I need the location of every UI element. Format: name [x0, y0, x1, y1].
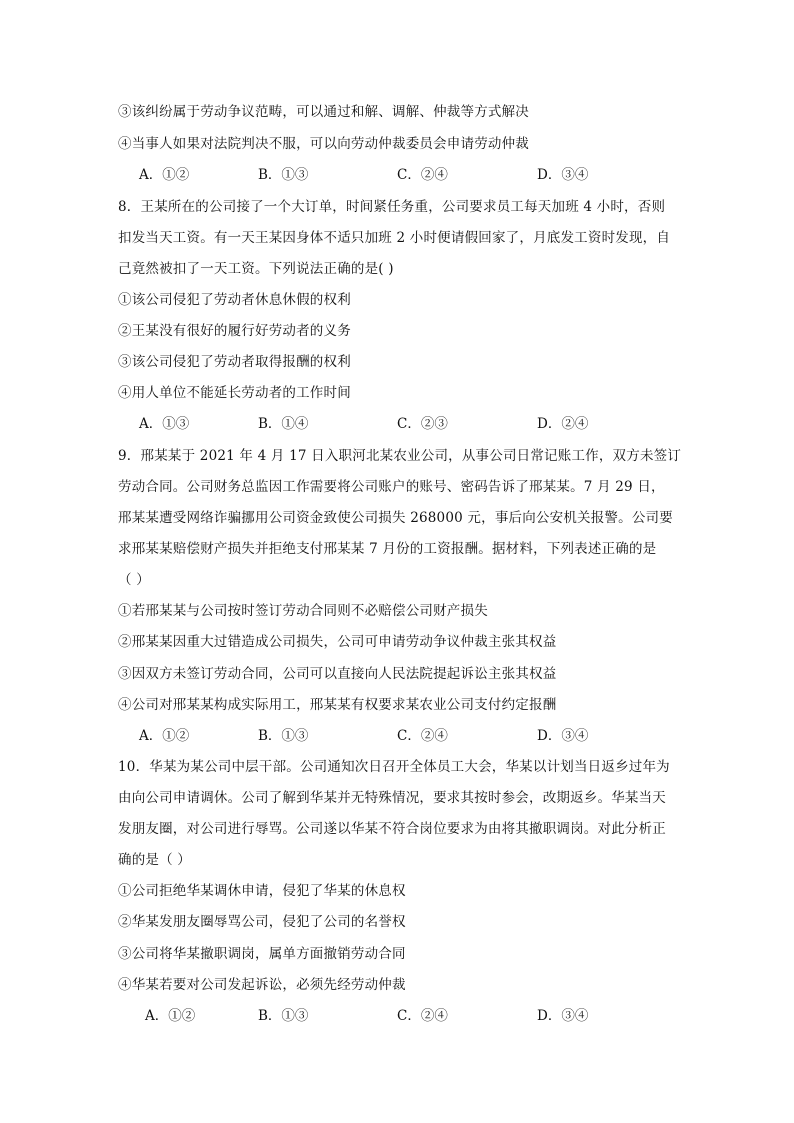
- q8-option-c[interactable]: C．②③: [397, 416, 448, 432]
- q7-option-a[interactable]: A．①②: [139, 167, 190, 183]
- q7-option-c[interactable]: C．②④: [397, 167, 448, 183]
- q9-option-a[interactable]: A．①②: [139, 728, 190, 744]
- q10-option-a[interactable]: A．①②: [145, 1008, 196, 1024]
- q9-statement-1: ①若邢某某与公司按时签订劳动合同则不必赔偿公司财产损失: [118, 603, 488, 619]
- q10-stem-line-1: 10．华某为某公司中层干部。公司通知次日召开全体员工大会，华某以计划当日返乡过年为: [118, 759, 670, 775]
- q9-option-c[interactable]: C．②④: [397, 728, 448, 744]
- q8-stem-line-3: 己竟然被扣了一天工资。下列说法正确的是( ): [118, 261, 394, 277]
- q7-options: [0, 165, 794, 185]
- q9-stem-line-1: 9．邢某某于 2021 年 4 月 17 日入职河北某农业公司，从事公司日常记账工作，双方未签订: [118, 448, 682, 464]
- q10-statement-2: ②华某发朋友圈辱骂公司，侵犯了公司的名誉权: [118, 914, 406, 930]
- q9-statement-3: ③因双方未签订劳动合同，公司可以直接向人民法院提起诉讼主张其权益: [118, 666, 557, 682]
- q8-option-a[interactable]: A．①③: [139, 416, 190, 432]
- q8-statement-4: ④用人单位不能延长劳动者的工作时间: [118, 385, 351, 401]
- q9-stem-line-4: 求邢某某赔偿财产损失并拒绝支付邢某某 7 月份的工资报酬。据材料，下列表述正确的是: [118, 541, 657, 557]
- q9-option-d[interactable]: D．③④: [537, 728, 589, 744]
- q9-option-b[interactable]: B．①③: [258, 728, 309, 744]
- q8-stem-line-1: 8．王某所在的公司接了一个大订单，时间紧任务重，公司要求员工每天加班 4 小时，否则: [118, 199, 666, 215]
- q9-stem-line-2: 劳动合同。公司财务总监因工作需要将公司账户的账号、密码告诉了邢某某。7 月 29 日，: [118, 479, 665, 495]
- q8-statement-3: ③该公司侵犯了劳动者取得报酬的权利: [118, 354, 351, 370]
- q8-statement-1: ①该公司侵犯了劳动者休息休假的权利: [118, 292, 351, 308]
- q10-stem-line-3: 发朋友圈，对公司进行辱骂。公司遂以华某不符合岗位要求为由将其撤职调岗。对此分析正: [118, 821, 666, 837]
- q8-option-d[interactable]: D．②④: [537, 416, 589, 432]
- q9-stem-line-5: （ ）: [118, 572, 150, 588]
- q9-options: [0, 726, 794, 746]
- q10-option-d[interactable]: D．③④: [537, 1008, 589, 1024]
- q10-statement-1: ①公司拒绝华某调休申请，侵犯了华某的休息权: [118, 883, 406, 899]
- q8-options: [0, 414, 794, 434]
- q10-option-b[interactable]: B．①③: [258, 1008, 309, 1024]
- q10-stem-line-2: 由向公司申请调休。公司了解到华某并无特殊情况，要求其按时参会，改期返乡。华某当天: [118, 790, 666, 806]
- q7-statement-3: ③该纠纷属于劳动争议范畴，可以通过和解、调解、仲裁等方式解决: [118, 104, 529, 120]
- q7-statement-4: ④当事人如果对法院判决不服，可以向劳动仲裁委员会申请劳动仲裁: [118, 136, 529, 152]
- q10-option-c[interactable]: C．②④: [397, 1008, 448, 1024]
- q10-statement-4: ④华某若要对公司发起诉讼，必须先经劳动仲裁: [118, 977, 406, 993]
- q9-statement-2: ②邢某某因重大过错造成公司损失，公司可申请劳动争议仲裁主张其权益: [118, 634, 557, 650]
- q8-option-b[interactable]: B．①④: [258, 416, 309, 432]
- q10-options: [0, 1006, 794, 1026]
- q10-statement-3: ③公司将华某撤职调岗，属单方面撤销劳动合同: [118, 946, 406, 962]
- q8-stem-line-2: 扣发当天工资。有一天王某因身体不适只加班 2 小时便请假回家了，月底发工资时发现，自: [118, 230, 671, 246]
- q9-statement-4: ④公司对邢某某构成实际用工，邢某某有权要求某农业公司支付约定报酬: [118, 697, 557, 713]
- q9-stem-line-3: 邢某某遭受网络诈骗挪用公司资金致使公司损失 268000 元，事后向公安机关报警。公司要: [118, 510, 673, 526]
- q7-option-d[interactable]: D．③④: [537, 167, 589, 183]
- q8-statement-2: ②王某没有很好的履行好劳动者的义务: [118, 323, 351, 339]
- q10-stem-line-4: 确的是（ ）: [118, 852, 191, 868]
- q7-option-b[interactable]: B．①③: [258, 167, 309, 183]
